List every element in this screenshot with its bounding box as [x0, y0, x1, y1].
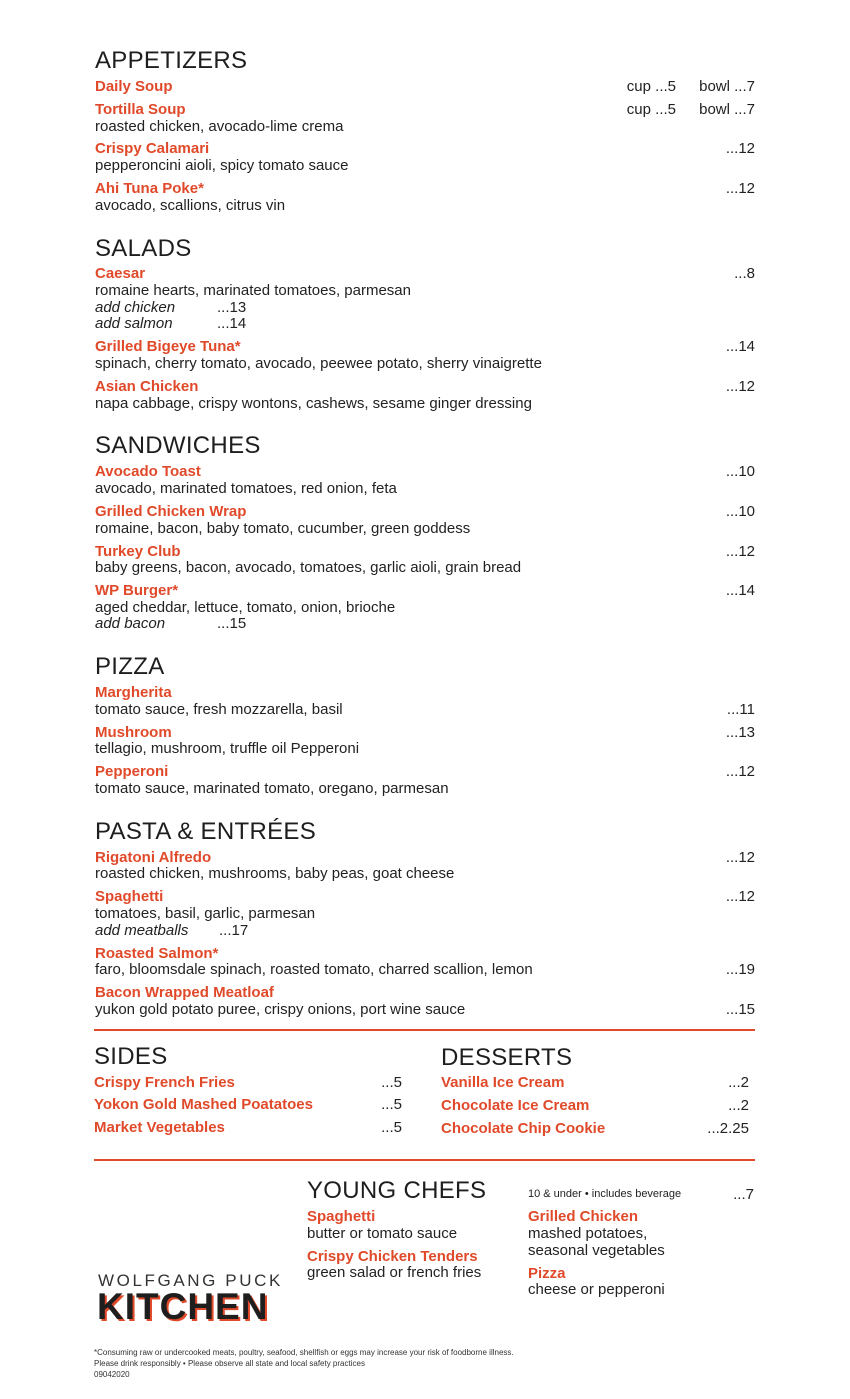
- caesar-name: Caesar: [95, 265, 146, 282]
- margherita-price: ...11: [726, 701, 755, 718]
- spaghetti-add-meatballs-price: ...17: [219, 922, 249, 939]
- caesar-desc: romaine hearts, marinated tomatoes, parmesan: [95, 282, 411, 299]
- dessert-item-chocolate: Chocolate Ice Cream: [441, 1097, 590, 1114]
- pepperoni-name: Pepperoni: [95, 763, 169, 780]
- appetizers-heading: APPETIZERS: [95, 47, 248, 74]
- salads-heading: SALADS: [95, 235, 192, 262]
- roasted-salmon-price: ...19: [725, 961, 755, 978]
- wp-burger-add-bacon-price: ...15: [217, 615, 247, 632]
- pepperoni-desc: tomato sauce, marinated tomato, oregano, parmesan: [95, 780, 449, 797]
- dessert-item-cookie: Chocolate Chip Cookie: [441, 1120, 606, 1137]
- mushroom-desc: tellagio, mushroom, truffle oil Pepperoni: [95, 740, 360, 757]
- turkey-club-desc: baby greens, bacon, avocado, tomatoes, garlic aioli, grain bread: [95, 559, 522, 576]
- calamari-price: ...12: [725, 140, 755, 157]
- pasta-heading: PASTA & ENTRÉES: [95, 818, 317, 845]
- sides-heading: SIDES: [94, 1043, 168, 1070]
- rigatoni-name: Rigatoni Alfredo: [95, 849, 212, 866]
- divider-rule-bottom: [94, 1159, 755, 1161]
- side-item-mashed-price: ...5: [381, 1096, 402, 1113]
- margherita-desc: tomato sauce, fresh mozzarella, basil: [95, 701, 343, 718]
- caesar-add-salmon-price: ...14: [217, 315, 247, 332]
- kids-tenders-desc: green salad or french fries: [307, 1264, 482, 1281]
- caesar-add-chicken: add chicken: [95, 299, 176, 316]
- divider-rule-top: [94, 1029, 755, 1031]
- spaghetti-price: ...12: [725, 888, 755, 905]
- dessert-item-vanilla-price: ...2: [728, 1074, 749, 1091]
- meatloaf-name: Bacon Wrapped Meatloaf: [95, 984, 274, 1001]
- caesar-add-chicken-price: ...13: [217, 299, 247, 316]
- daily-soup-name: Daily Soup: [95, 78, 173, 95]
- kids-pizza-desc: cheese or pepperoni: [528, 1281, 665, 1298]
- side-item-fries-price: ...5: [381, 1074, 402, 1091]
- pizza-heading: PIZZA: [95, 653, 165, 680]
- young-chefs-heading: YOUNG CHEFS: [307, 1177, 487, 1204]
- avocado-toast-price: ...10: [725, 463, 755, 480]
- side-item-vegetables: Market Vegetables: [94, 1119, 225, 1136]
- sandwiches-heading: SANDWICHES: [95, 432, 261, 459]
- young-chefs-note: 10 & under • includes beverage: [528, 1188, 682, 1200]
- footer-disclaimer: *Consuming raw or undercooked meats, poultry, seafood, shellfish or eggs may increase your risk of foodborne illness.: [94, 1348, 514, 1357]
- turkey-club-price: ...12: [725, 543, 755, 560]
- tortilla-soup-name: Tortilla Soup: [95, 101, 186, 118]
- ahi-tuna-price: ...12: [725, 180, 755, 197]
- tortilla-soup-cup-price: cup ...5: [626, 101, 676, 118]
- desserts-heading: DESSERTS: [441, 1044, 573, 1071]
- spaghetti-desc: tomatoes, basil, garlic, parmesan: [95, 905, 316, 922]
- tortilla-soup-bowl-price: bowl ...7: [699, 101, 755, 118]
- ahi-tuna-name: Ahi Tuna Poke*: [95, 180, 204, 197]
- kids-grilled-chicken-desc-2: seasonal vegetables: [528, 1242, 665, 1259]
- kids-grilled-chicken-name: Grilled Chicken: [528, 1208, 639, 1225]
- chicken-wrap-desc: romaine, bacon, baby tomato, cucumber, green goddess: [95, 520, 471, 537]
- dessert-item-vanilla: Vanilla Ice Cream: [441, 1074, 565, 1091]
- bigeye-tuna-price: ...14: [725, 338, 755, 355]
- side-item-mashed: Yokon Gold Mashed Poatatoes: [94, 1096, 313, 1113]
- mushroom-price: ...13: [725, 724, 755, 741]
- wp-burger-name: WP Burger*: [95, 582, 179, 599]
- footer-responsibility: Please drink responsibly • Please observe all state and local safety practices: [94, 1359, 365, 1368]
- chicken-wrap-price: ...10: [725, 503, 755, 520]
- asian-chicken-name: Asian Chicken: [95, 378, 199, 395]
- caesar-price: ...8: [734, 265, 755, 282]
- kids-grilled-chicken-desc-1: mashed potatoes,: [528, 1225, 648, 1242]
- kids-spaghetti-desc: butter or tomato sauce: [307, 1225, 458, 1242]
- kids-spaghetti-name: Spaghetti: [307, 1208, 376, 1225]
- bigeye-tuna-desc: spinach, cherry tomato, avocado, peewee potato, sherry vinaigrette: [95, 355, 542, 372]
- roasted-salmon-name: Roasted Salmon*: [95, 945, 219, 962]
- tortilla-soup-desc: roasted chicken, avocado-lime crema: [95, 118, 344, 135]
- kids-tenders-name: Crispy Chicken Tenders: [307, 1248, 478, 1265]
- spaghetti-name: Spaghetti: [95, 888, 164, 905]
- pepperoni-price: ...12: [725, 763, 755, 780]
- ahi-tuna-desc: avocado, scallions, citrus vin: [95, 197, 286, 214]
- footer-code: 09042020: [94, 1370, 130, 1379]
- calamari-name: Crispy Calamari: [95, 140, 210, 157]
- wp-burger-desc: aged cheddar, lettuce, tomato, onion, brioche: [95, 599, 396, 616]
- rigatoni-desc: roasted chicken, mushrooms, baby peas, goat cheese: [95, 865, 455, 882]
- logo-kitchen: KITCHEN: [97, 1286, 269, 1327]
- daily-soup-cup-price: cup ...5: [626, 78, 676, 95]
- side-item-fries: Crispy French Fries: [94, 1074, 235, 1091]
- asian-chicken-price: ...12: [725, 378, 755, 395]
- asian-chicken-desc: napa cabbage, crispy wontons, cashews, sesame ginger dressing: [95, 395, 532, 412]
- logo-wolfgang-puck: WOLFGANG PUCK: [98, 1271, 283, 1290]
- bigeye-tuna-name: Grilled Bigeye Tuna*: [95, 338, 241, 355]
- chicken-wrap-name: Grilled Chicken Wrap: [95, 503, 247, 520]
- mushroom-name: Mushroom: [95, 724, 172, 741]
- daily-soup-bowl-price: bowl ...7: [699, 78, 755, 95]
- roasted-salmon-desc: faro, bloomsdale spinach, roasted tomato, charred scallion, lemon: [95, 961, 533, 978]
- avocado-toast-desc: avocado, marinated tomatoes, red onion, feta: [95, 480, 397, 497]
- turkey-club-name: Turkey Club: [95, 543, 181, 560]
- avocado-toast-name: Avocado Toast: [95, 463, 201, 480]
- margherita-name: Margherita: [95, 684, 172, 701]
- spaghetti-add-meatballs: add meatballs: [95, 922, 189, 939]
- dessert-item-chocolate-price: ...2: [728, 1097, 749, 1114]
- young-chefs-price: ...7: [733, 1186, 754, 1203]
- dessert-item-cookie-price: ...2.25: [707, 1120, 749, 1137]
- side-item-vegetables-price: ...5: [381, 1119, 402, 1136]
- meatloaf-price: ...15: [725, 1001, 755, 1018]
- rigatoni-price: ...12: [725, 849, 755, 866]
- kids-pizza-name: Pizza: [528, 1265, 566, 1282]
- calamari-desc: pepperoncini aioli, spicy tomato sauce: [95, 157, 349, 174]
- wp-burger-add-bacon: add bacon: [95, 615, 166, 632]
- caesar-add-salmon: add salmon: [95, 315, 173, 332]
- meatloaf-desc: yukon gold potato puree, crispy onions, port wine sauce: [95, 1001, 466, 1018]
- wp-burger-price: ...14: [725, 582, 755, 599]
